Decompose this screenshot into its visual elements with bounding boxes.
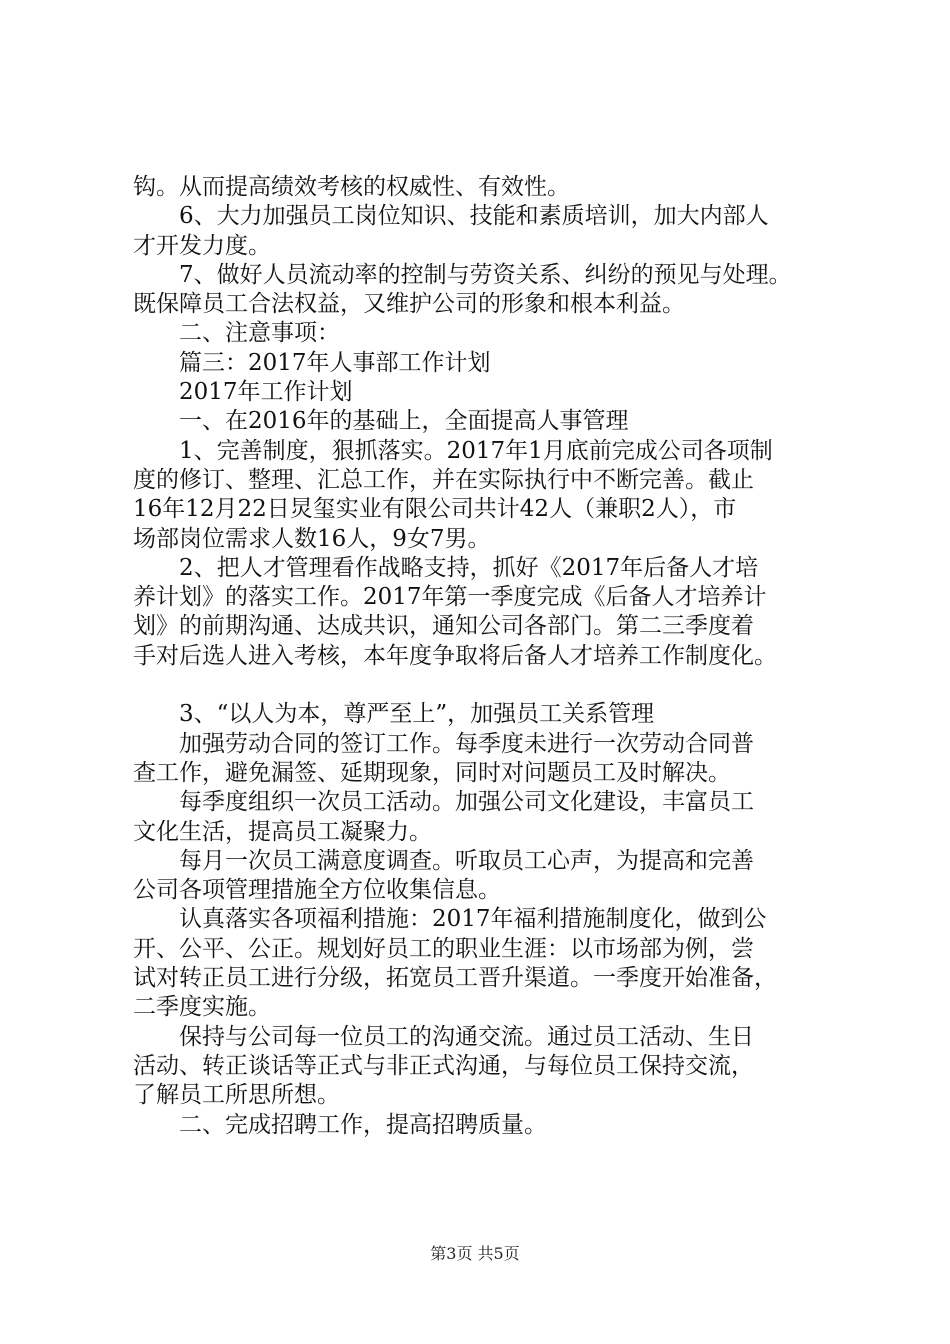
text-line: 2、把人才管理看作战略支持，抓好《2017年后备人才培 bbox=[179, 554, 759, 581]
text-line: 1、完善制度，狠抓落实。2017年1月底前完成公司各项制 bbox=[179, 437, 773, 464]
text-line: 每月一次员工满意度调查。听取员工心声，为提高和完善 bbox=[179, 847, 754, 874]
text-line: 文化生活，提高员工凝聚力。 bbox=[133, 818, 432, 845]
text-line: 试对转正员工进行分级，拓宽员工晋升渠道。一季度开始准备， bbox=[133, 965, 777, 992]
text-line: 既保障员工合法权益，又维护公司的形象和根本利益。 bbox=[133, 291, 685, 318]
text-line: 7、做好人员流动率的控制与劳资关系、纠纷的预见与处理。 bbox=[179, 261, 792, 288]
text-line: 保持与公司每一位员工的沟通交流。通过员工活动、生日 bbox=[179, 1023, 754, 1050]
text-line: 才开发力度。 bbox=[133, 232, 271, 259]
text-line: 每季度组织一次员工活动。加强公司文化建设，丰富员工 bbox=[179, 789, 754, 816]
text-line: 16年12月22日炅玺实业有限公司共计42人（兼职2人），市 bbox=[133, 496, 737, 523]
text-line: 认真落实各项福利措施：2017年福利措施制度化，做到公 bbox=[179, 906, 767, 933]
text-line: 养计划》的落实工作。2017年第一季度完成《后备人才培养计 bbox=[133, 584, 767, 611]
text-line: 6、大力加强员工岗位知识、技能和素质培训，加大内部人 bbox=[179, 203, 769, 230]
text-line: 手对后选人进入考核，本年度争取将后备人才培养工作制度化。 bbox=[133, 642, 777, 669]
section-heading: 二、注意事项： bbox=[179, 320, 340, 347]
text-line: 度的修订、整理、汇总工作，并在实际执行中不断完善。截止 bbox=[133, 466, 754, 493]
text-line: 公司各项管理措施全方位收集信息。 bbox=[133, 877, 501, 904]
chapter-heading: 篇三：2017年人事部工作计划 bbox=[179, 349, 491, 376]
text-line: 查工作，避免漏签、延期现象，同时对问题员工及时解决。 bbox=[133, 759, 731, 786]
text-line: 活动、转正谈话等正式与非正式沟通，与每位员工保持交流， bbox=[133, 1052, 754, 1079]
text-line: 开、公平、公正。规划好员工的职业生涯：以市场部为例，尝 bbox=[133, 935, 754, 962]
text-line: 加强劳动合同的签订工作。每季度未进行一次劳动合同普 bbox=[179, 730, 754, 757]
document-body bbox=[133, 173, 853, 1140]
text-line: 钩。从而提高绩效考核的权威性、有效性。 bbox=[133, 174, 570, 200]
section-heading: 一、在2016年的基础上，全面提高人事管理 bbox=[179, 408, 629, 435]
blank-line bbox=[133, 671, 853, 700]
plan-title: 2017年工作计划 bbox=[179, 379, 353, 406]
text-line: 了解员工所思所想。 bbox=[133, 1082, 340, 1109]
text-line: 二季度实施。 bbox=[133, 994, 271, 1021]
section-heading: 二、完成招聘工作，提高招聘质量。 bbox=[179, 1111, 547, 1138]
text-line: 场部岗位需求人数16人，9女7男。 bbox=[133, 525, 491, 552]
page-number-footer: 第3页 共5页 bbox=[430, 1244, 520, 1263]
text-line: 划》的前期沟通、达成共识，通知公司各部门。第二三季度着 bbox=[133, 613, 754, 640]
section-heading: 3、“以人为本，尊严至上”，加强员工关系管理 bbox=[179, 701, 655, 728]
